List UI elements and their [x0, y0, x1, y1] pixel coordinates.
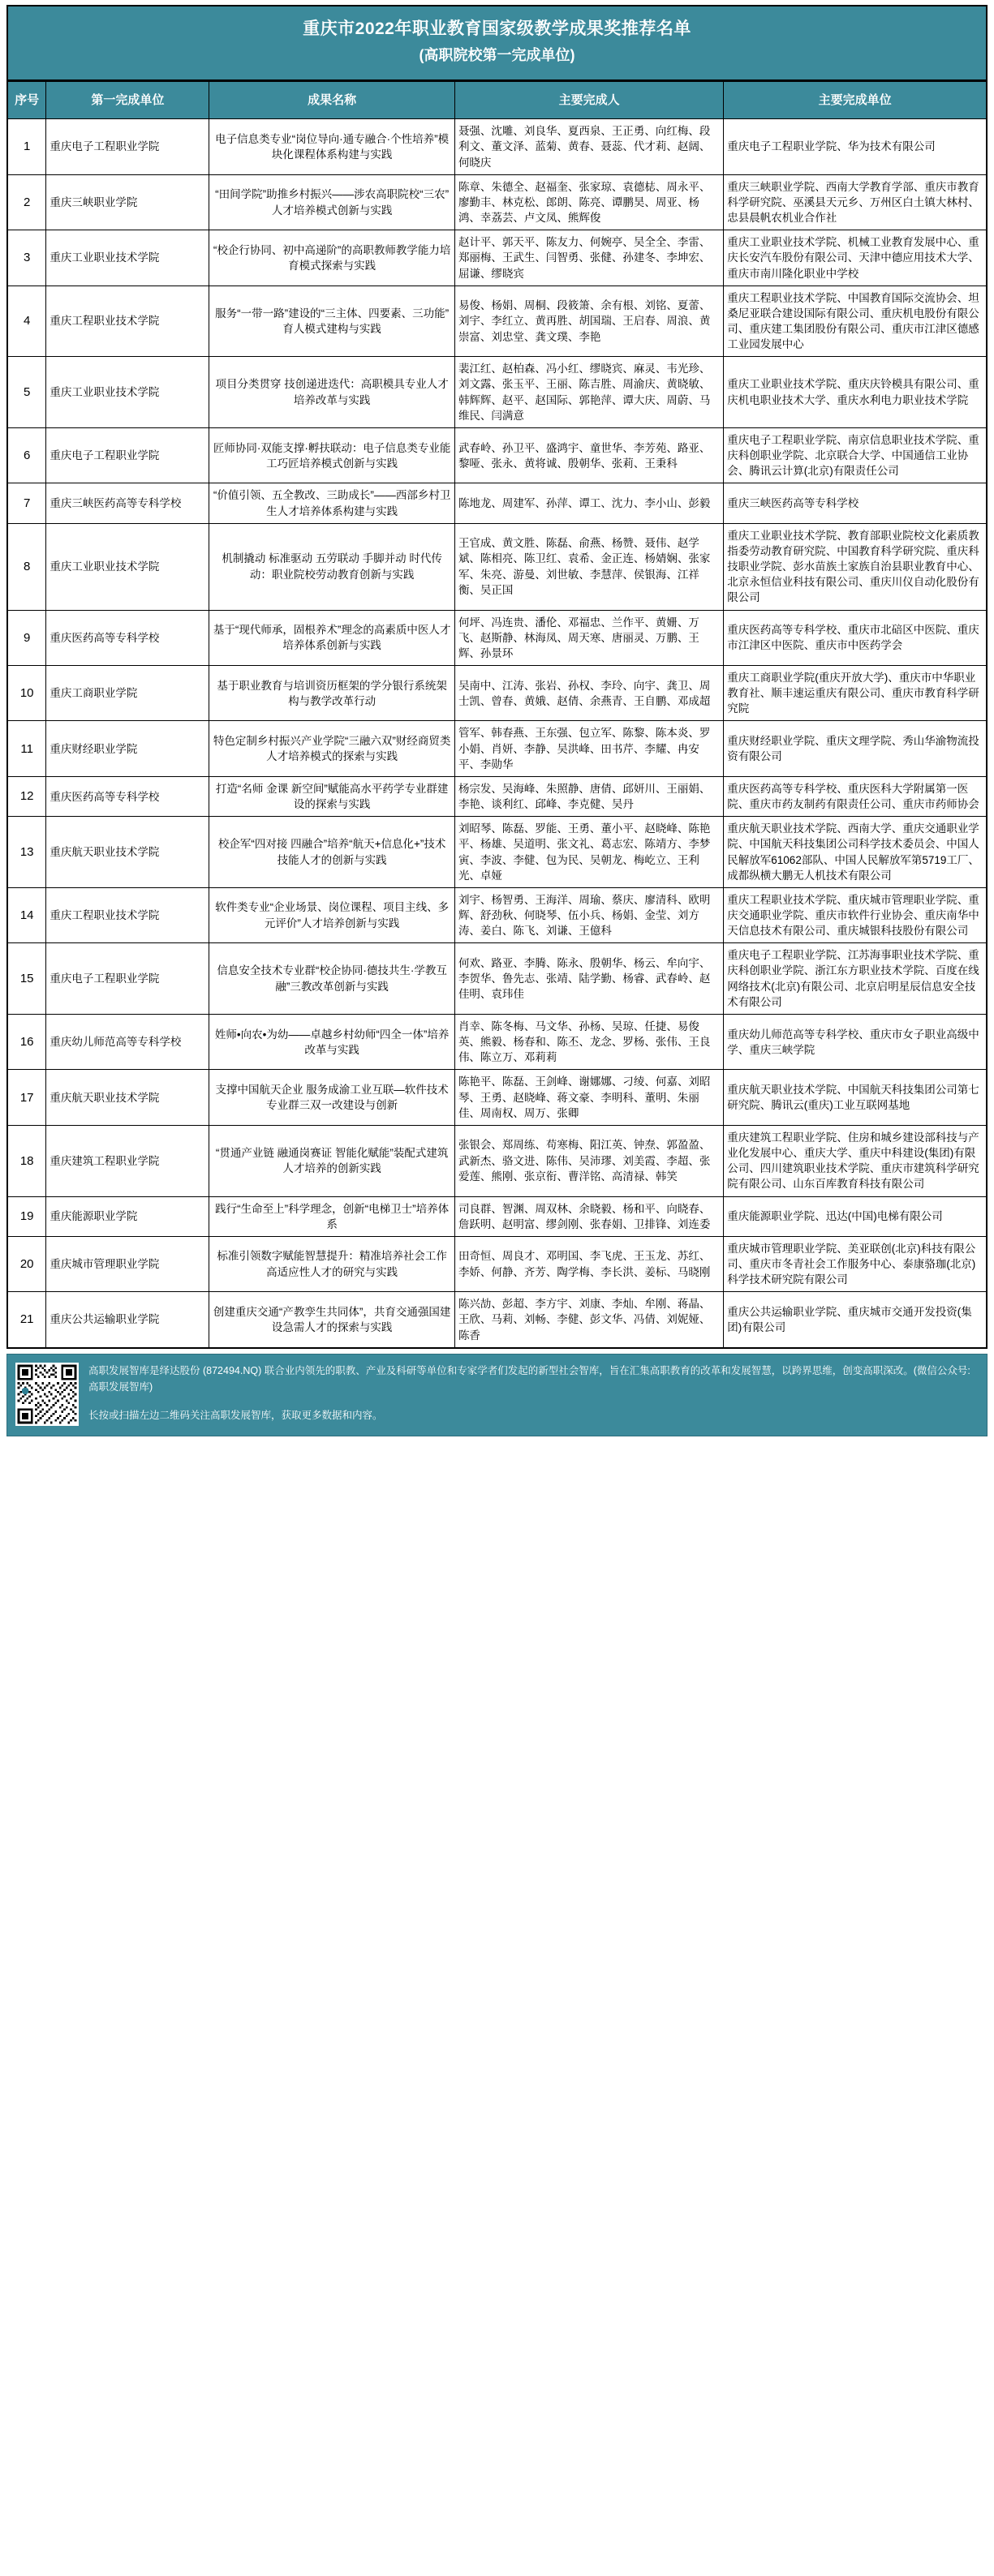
row-first-unit-cell: 重庆电子工程职业学院	[46, 943, 209, 1015]
table-row	[7, 817, 987, 888]
row-index-cell: 6	[7, 427, 46, 483]
row-main-units-cell: 重庆电子工程职业学院、华为技术有限公司	[724, 119, 987, 174]
table-row	[7, 483, 987, 523]
column-header-main-units: 主要完成单位	[724, 82, 987, 119]
footer-paragraph-2: 长按或扫描左边二维码关注高职发展智库，获取更多数据和内容。	[88, 1410, 383, 1422]
row-index-cell: 18	[7, 1125, 46, 1196]
row-achievement-name-cell: 支撑中国航天企业 服务成渝工业互联—软件技术专业群三双一改建设与创新	[209, 1070, 455, 1125]
row-main-people-cell: 陈章、朱德全、赵福奎、张家琼、袁德梽、周永平、廖勤丰、林克松、郎朗、陈亮、谭鹏昊、周亚、杨鸿、幸荔芸、卢文凤、熊辉俊	[454, 174, 723, 230]
table-row	[7, 523, 987, 610]
row-achievement-name-cell: 特色定制乡村振兴产业学院“三融六双”财经商贸类人才培养模式的探索与实践	[209, 721, 455, 776]
row-first-unit-cell: 重庆能源职业学院	[46, 1196, 209, 1236]
row-main-people-cell: 何坪、冯连贵、潘伦、邓福忠、兰作平、黄姗、万飞、赵斯静、林海凤、周天寒、唐丽灵、万鹏、王辉、孙景环	[454, 610, 723, 665]
row-achievement-name-cell: 机制撬动 标准驱动 五劳联动 手脚并动 时代传动：职业院校劳动教育创新与实践	[209, 523, 455, 610]
row-first-unit-cell: 重庆工程职业技术学院	[46, 887, 209, 942]
table-row	[7, 230, 987, 286]
row-index-cell: 10	[7, 665, 46, 720]
row-main-people-cell: 司良群、智渊、周双林、余晓毅、杨和平、向晓春、詹跃明、赵明富、缪剑刚、张春娟、卫排锋、刘连委	[454, 1196, 723, 1236]
table-row	[7, 119, 987, 174]
table-row	[7, 1196, 987, 1236]
row-main-units-cell: 重庆医药高等专科学校、重庆市北碚区中医院、重庆市江津区中医院、重庆市中医药学会	[724, 610, 987, 665]
row-main-people-cell: 吴南中、江涛、张岩、孙权、李玲、向宇、龚卫、周士凯、曾春、黄娥、赵倩、余燕青、王自鹏、邓成超	[454, 665, 723, 720]
row-index-cell: 3	[7, 230, 46, 286]
row-main-units-cell: 重庆工业职业技术学院、机械工业教育发展中心、重庆长安汽车股份有限公司、天津中德应用技术大学、重庆市南川隆化职业中学校	[724, 230, 987, 286]
table-row	[7, 427, 987, 483]
table-row	[7, 286, 987, 357]
row-main-people-cell: 刘宇、杨智勇、王海洋、周瑜、蔡庆、廖清科、欧明辉、舒劲秋、何晓琴、伍小兵、杨娟、金莹、刘方涛、姜白、陈飞、刘谦、王億科	[454, 887, 723, 942]
column-header-achievement-name: 成果名称	[209, 82, 455, 119]
row-first-unit-cell: 重庆电子工程职业学院	[46, 119, 209, 174]
footer-paragraph-1: 高职发展智库是绎达股份 (872494.NQ) 联合业内领先的职教、产业及科研等单位和专家学者们发起的新型社会智库，旨在汇集高职教育的改革和发展智慧，以跨界思维，创变高职深改。(微信公众号: 高职发展智库)	[88, 1364, 970, 1393]
row-achievement-name-cell: 标准引领数字赋能智慧提升：精准培养社会工作高适应性人才的研究与实践	[209, 1236, 455, 1291]
row-main-people-cell: 赵计平、郭天平、陈友力、何婉亭、吴全全、李雷、郑丽梅、王武生、闫智勇、张健、孙建冬、李坤宏、屈谦、缪晓宾	[454, 230, 723, 286]
row-first-unit-cell: 重庆三峡医药高等专科学校	[46, 483, 209, 523]
row-main-people-cell: 武春岭、孙卫平、盛鸿宇、童世华、李芳苑、路亚、黎哑、张永、黄将诚、殷朝华、张莉、王秉科	[454, 427, 723, 483]
table-row	[7, 943, 987, 1015]
row-main-units-cell: 重庆工商职业学院(重庆开放大学)、重庆市中华职业教育社、顺丰速运重庆有限公司、重庆市教育科学研究院	[724, 665, 987, 720]
row-first-unit-cell: 重庆城市管理职业学院	[46, 1236, 209, 1291]
column-header-main-people: 主要完成人	[454, 82, 723, 119]
row-main-units-cell: 重庆工程职业技术学院、中国教育国际交流协会、坦桑尼亚联合建设国际有限公司、重庆机电股份有限公司、重庆建工集团股份有限公司、重庆市江津区德感工业园发展中心	[724, 286, 987, 357]
row-first-unit-cell: 重庆航天职业技术学院	[46, 1070, 209, 1125]
row-index-cell: 13	[7, 817, 46, 888]
row-first-unit-cell: 重庆航天职业技术学院	[46, 817, 209, 888]
row-index-cell: 17	[7, 1070, 46, 1125]
row-achievement-name-cell: 项目分类贯穿 技创递进迭代：高职模具专业人才培养改革与实践	[209, 357, 455, 428]
row-achievement-name-cell: “贯通产业链 融通岗赛证 智能化赋能”装配式建筑人才培养的创新实践	[209, 1125, 455, 1196]
row-achievement-name-cell: 服务“一带一路”建设的“三主体、四要素、三功能”育人模式建构与实践	[209, 286, 455, 357]
table-row	[7, 1125, 987, 1196]
row-achievement-name-cell: 姓师•向农•为幼——卓越乡村幼师“四全一体”培养改革与实践	[209, 1014, 455, 1069]
document-title-banner	[6, 5, 988, 81]
table-row	[7, 610, 987, 665]
row-main-people-cell: 易俊、杨娟、周桐、段筱箫、余有根、刘铭、夏蕾、刘宇、李红立、黄再胜、胡国瑞、王启春、周浪、黄崇富、刘忠堂、龚文璞、李艳	[454, 286, 723, 357]
row-index-cell: 20	[7, 1236, 46, 1291]
row-main-units-cell: 重庆城市管理职业学院、美亚联创(北京)科技有限公司、重庆市冬青社会工作服务中心、泰康骆珈(北京)科学技术研究院有限公司	[724, 1236, 987, 1291]
row-first-unit-cell: 重庆工程职业技术学院	[46, 286, 209, 357]
table-row	[7, 1236, 987, 1291]
table-row	[7, 174, 987, 230]
row-main-units-cell: 重庆建筑工程职业学院、住房和城乡建设部科技与产业化发展中心、重庆大学、重庆中科建设(集团)有限公司、四川建筑职业技术学院、重庆市建筑科学研究院有限公司、山东百库教育科技有限公司	[724, 1125, 987, 1196]
row-index-cell: 8	[7, 523, 46, 610]
row-index-cell: 7	[7, 483, 46, 523]
row-first-unit-cell: 重庆医药高等专科学校	[46, 776, 209, 816]
row-achievement-name-cell: 校企军“四对接 四融合”培养“航天+信息化+”技术技能人才的创新与实践	[209, 817, 455, 888]
row-main-people-cell: 陈艳平、陈磊、王剑峰、谢娜娜、刁绫、何嘉、刘昭琴、王勇、赵晓峰、蒋文豪、李明科、董明、朱丽佳、周南权、周万、张卿	[454, 1070, 723, 1125]
row-first-unit-cell: 重庆医药高等专科学校	[46, 610, 209, 665]
row-main-units-cell: 重庆电子工程职业学院、江苏海事职业技术学院、重庆科创职业学院、浙江东方职业技术学院、百度在线网络技术(北京)有限公司、北京启明星辰信息安全技术有限公司	[724, 943, 987, 1015]
row-achievement-name-cell: 信息安全技术专业群“校企协同·德技共生·学教互融”三教改革创新与实践	[209, 943, 455, 1015]
row-achievement-name-cell: 创建重庆交通“产教孪生共同体”，共育交通强国建设急需人才的探索与实践	[209, 1292, 455, 1348]
row-index-cell: 1	[7, 119, 46, 174]
table-header-row	[7, 82, 987, 119]
row-achievement-name-cell: “价值引领、五全教改、三助成长”——西部乡村卫生人才培养体系构建与实践	[209, 483, 455, 523]
row-achievement-name-cell: 软件类专业“企业场景、岗位课程、项目主线、多元评价”人才培养创新与实践	[209, 887, 455, 942]
row-first-unit-cell: 重庆工商职业学院	[46, 665, 209, 720]
row-index-cell: 2	[7, 174, 46, 230]
row-main-units-cell: 重庆工业职业技术学院、教育部职业院校文化素质教指委劳动教育研究院、中国教育科学研究院、重庆科技职业学院、彭水苗族土家族自治县职业教育中心、北京永恒信业科技有限公司、重庆川仪自动化股份有限公司	[724, 523, 987, 610]
row-main-units-cell: 重庆公共运输职业学院、重庆城市交通开发投资(集团)有限公司	[724, 1292, 987, 1348]
row-achievement-name-cell: 电子信息类专业“岗位导向·通专融合·个性培养”模块化课程体系构建与实践	[209, 119, 455, 174]
row-main-people-cell: 张银会、郑周练、苟寒梅、阳江英、钟焘、郭盈盈、武新杰、骆文进、陈伟、吴沛璆、刘美霞、李超、张爱莲、熊刚、张京衔、曹洋铭、高清禄、韩笑	[454, 1125, 723, 1196]
row-first-unit-cell: 重庆工业职业技术学院	[46, 523, 209, 610]
row-index-cell: 15	[7, 943, 46, 1015]
row-first-unit-cell: 重庆工业职业技术学院	[46, 357, 209, 428]
row-first-unit-cell: 重庆电子工程职业学院	[46, 427, 209, 483]
row-main-units-cell: 重庆航天职业技术学院、西南大学、重庆交通职业学院、中国航天科技集团公司科学技术委员会、中国人民解放军61062部队、中国人民解放军第5719工厂、成都纵横大鹏无人机技术有限公司	[724, 817, 987, 888]
row-main-units-cell: 重庆工业职业技术学院、重庆庆铃模具有限公司、重庆机电职业技术大学、重庆水利电力职业技术学院	[724, 357, 987, 428]
table-row	[7, 1292, 987, 1348]
row-achievement-name-cell: “校企行协同、初中高递阶”的高职教师教学能力培育模式探索与实践	[209, 230, 455, 286]
row-main-people-cell: 裴江红、赵柏森、冯小红、缪晓宾、麻灵、韦光珍、刘文露、张玉平、王丽、陈吉胜、周渝庆、黄晓敏、韩辉辉、赵平、赵国际、郭艳萍、谭大庆、周蔚、马维民、闫满意	[454, 357, 723, 428]
row-index-cell: 11	[7, 721, 46, 776]
row-main-people-cell: 肖幸、陈冬梅、马文华、孙杨、吴琼、任捷、易俊英、熊毅、杨春和、陈丕、龙念、罗杨、张伟、王良伟、陈立万、邓莉莉	[454, 1014, 723, 1069]
row-index-cell: 9	[7, 610, 46, 665]
row-main-people-cell: 聂强、沈雕、刘良华、夏西泉、王正勇、向红梅、段利文、董文泽、蓝菊、黄春、聂蕊、代才莉、赵阔、何晓庆	[454, 119, 723, 174]
row-main-people-cell: 陈地龙、周建军、孙萍、谭工、沈力、李小山、彭毅	[454, 483, 723, 523]
table-body	[7, 119, 987, 1348]
row-first-unit-cell: 重庆三峡职业学院	[46, 174, 209, 230]
row-main-people-cell: 杨宗发、吴海峰、朱照静、唐倩、邱妍川、王丽娟、李艳、谈利红、邱峰、李克健、吴丹	[454, 776, 723, 816]
row-index-cell: 14	[7, 887, 46, 942]
row-index-cell: 21	[7, 1292, 46, 1348]
row-first-unit-cell: 重庆公共运输职业学院	[46, 1292, 209, 1348]
page-title: 重庆市2022年职业教育国家级教学成果奖推荐名单	[303, 19, 691, 38]
table-row	[7, 1070, 987, 1125]
row-index-cell: 19	[7, 1196, 46, 1236]
table-row	[7, 776, 987, 816]
row-main-units-cell: 重庆三峡医药高等专科学校	[724, 483, 987, 523]
footer-promo-block	[6, 1354, 988, 1436]
row-main-units-cell: 重庆能源职业学院、迅达(中国)电梯有限公司	[724, 1196, 987, 1236]
row-main-people-cell: 王官成、黄文胜、陈磊、俞燕、杨赞、聂伟、赵学斌、陈相亮、陈卫红、袁希、金正连、杨婧娴、张家军、朱亮、游曼、刘世敏、李慧萍、侯银海、江祥衡、吴正国	[454, 523, 723, 610]
table-row	[7, 1014, 987, 1069]
row-achievement-name-cell: 打造“名师 金课 新空间”赋能高水平药学专业群建设的探索与实践	[209, 776, 455, 816]
recommendation-list-table	[6, 81, 988, 1348]
row-main-people-cell: 陈兴劼、彭超、李方宇、刘康、李灿、牟刚、蒋晶、王欣、马莉、刘畅、李健、彭文华、冯倩、刘妮娅、陈香	[454, 1292, 723, 1348]
row-achievement-name-cell: 基于“现代师承，固根养术”理念的高素质中医人才培养体系创新与实践	[209, 610, 455, 665]
row-first-unit-cell: 重庆幼儿师范高等专科学校	[46, 1014, 209, 1069]
row-index-cell: 5	[7, 357, 46, 428]
row-main-units-cell: 重庆幼儿师范高等专科学校、重庆市女子职业高级中学、重庆三峡学院	[724, 1014, 987, 1069]
table-row	[7, 887, 987, 942]
table-row	[7, 721, 987, 776]
row-main-units-cell: 重庆工程职业技术学院、重庆城市管理职业学院、重庆交通职业学院、重庆市软件行业协会、重庆南华中天信息技术有限公司、重庆城银科技股份有限公司	[724, 887, 987, 942]
row-first-unit-cell: 重庆财经职业学院	[46, 721, 209, 776]
row-index-cell: 4	[7, 286, 46, 357]
row-achievement-name-cell: “田间学院”助推乡村振兴——涉农高职院校“三农”人才培养模式创新与实践	[209, 174, 455, 230]
row-first-unit-cell: 重庆工业职业技术学院	[46, 230, 209, 286]
row-main-units-cell: 重庆三峡职业学院、西南大学教育学部、重庆市教育科学研究院、巫溪县天元乡、万州区白土镇大林村、忠县晨帆农机业合作社	[724, 174, 987, 230]
row-main-people-cell: 刘昭琴、陈磊、罗能、王勇、董小平、赵晓峰、陈艳平、杨雄、吴道明、张文礼、葛志宏、陈靖方、李梦寅、李波、李健、包为民、吴朝龙、梅屹立、王利光、卓娅	[454, 817, 723, 888]
column-header-first-unit: 第一完成单位	[46, 82, 209, 119]
row-main-units-cell: 重庆医药高等专科学校、重庆医科大学附属第一医院、重庆市药友制药有限责任公司、重庆市药师协会	[724, 776, 987, 816]
table-row	[7, 665, 987, 720]
row-main-units-cell: 重庆电子工程职业学院、南京信息职业技术学院、重庆科创职业学院、北京联合大学、中国通信工业协会、腾讯云计算(北京)有限责任公司	[724, 427, 987, 483]
page-subtitle: (高职院校第一完成单位)	[419, 46, 575, 63]
row-main-units-cell: 重庆财经职业学院、重庆文理学院、秀山华渝物流投资有限公司	[724, 721, 987, 776]
qr-code-icon	[15, 1363, 79, 1426]
table-row	[7, 357, 987, 428]
row-main-units-cell: 重庆航天职业技术学院、中国航天科技集团公司第七研究院、腾讯云(重庆)工业互联网基地	[724, 1070, 987, 1125]
row-main-people-cell: 管军、韩春燕、王东强、包立军、陈黎、陈本炎、罗小娟、肖妍、李静、吴洪峰、田书芹、李耀、冉安平、李勋华	[454, 721, 723, 776]
row-achievement-name-cell: 匠师协同·双能支撑·孵扶联动：电子信息类专业能工巧匠培养模式创新与实践	[209, 427, 455, 483]
row-first-unit-cell: 重庆建筑工程职业学院	[46, 1125, 209, 1196]
row-achievement-name-cell: 基于职业教育与培训资历框架的学分银行系统架构与教学改革行动	[209, 665, 455, 720]
row-main-people-cell: 何欢、路亚、李腾、陈永、殷朝华、杨云、牟向宇、李贺华、鲁先志、张靖、陆学勤、杨睿、武春岭、赵佳明、袁玮佳	[454, 943, 723, 1015]
row-index-cell: 12	[7, 776, 46, 816]
row-achievement-name-cell: 践行“生命至上”科学理念，创新“电梯卫士”培养体系	[209, 1196, 455, 1236]
column-header-index: 序号	[7, 82, 46, 119]
table-header	[7, 82, 987, 119]
row-index-cell: 16	[7, 1014, 46, 1069]
row-main-people-cell: 田奇恒、周良才、邓明国、李飞虎、王玉龙、苏红、李娇、何静、齐芳、陶学梅、李长洪、姜标、马晓刚	[454, 1236, 723, 1291]
footer-text	[88, 1363, 977, 1424]
